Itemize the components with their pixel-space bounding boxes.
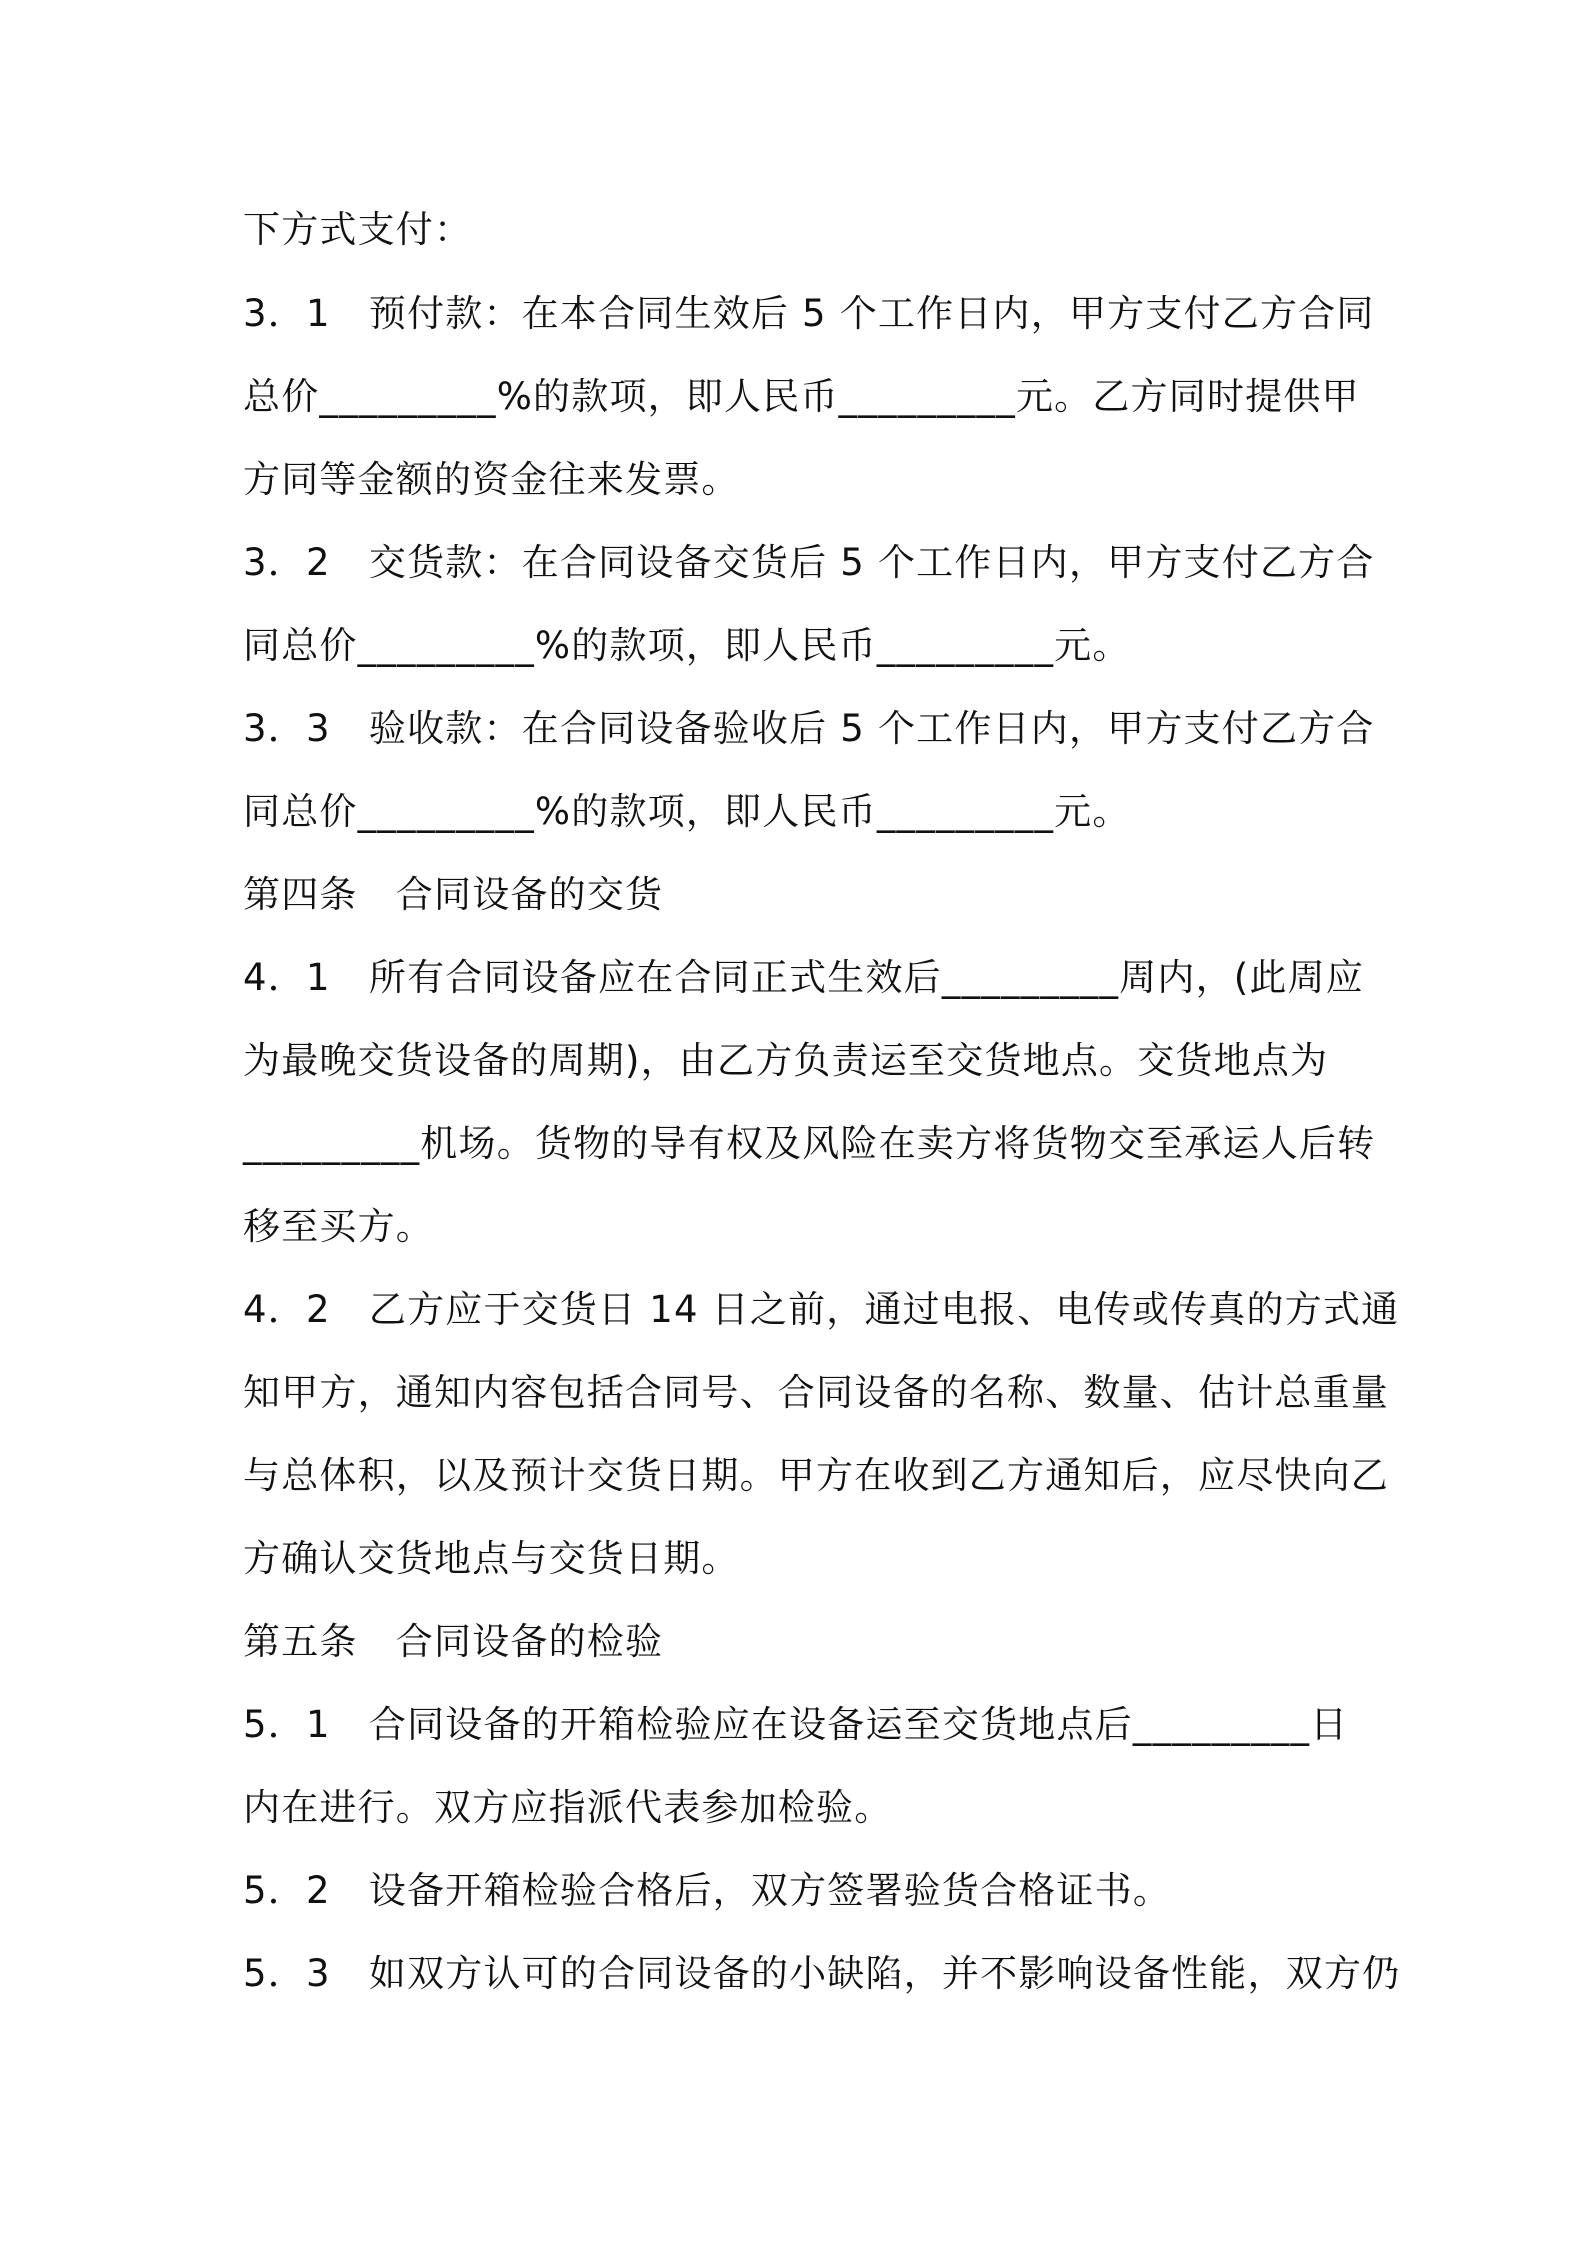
clause-3-2-line: 3．2 交货款：在合同设备交货后 5 个工作日内，甲方支付乙方合 xyxy=(243,541,1375,584)
text-line: _________机场。货物的导有权及风险在卖方将货物交至承运人后转 xyxy=(243,1122,1376,1165)
text-line: 同总价_________%的款项，即人民币_________元。 xyxy=(243,790,1131,833)
clause-3-1-line: 3．1 预付款：在本合同生效后 5 个工作日内，甲方支付乙方合同 xyxy=(243,292,1375,335)
article-4-heading: 第四条 合同设备的交货 xyxy=(243,873,664,916)
clause-3-3-line: 3．3 验收款：在合同设备验收后 5 个工作日内，甲方支付乙方合 xyxy=(243,707,1375,750)
article-5-heading: 第五条 合同设备的检验 xyxy=(243,1620,664,1663)
text-line: 移至买方。 xyxy=(243,1205,434,1248)
text-line: 方确认交货地点与交货日期。 xyxy=(243,1537,740,1580)
text-line: 为最晚交货设备的周期)，由乙方负责运至交货地点。交货地点为 xyxy=(243,1039,1329,1082)
clause-4-1-line: 4．1 所有合同设备应在合同正式生效后_________周内，(此周应 xyxy=(243,956,1365,999)
text-line: 方同等金额的资金往来发票。 xyxy=(243,458,740,501)
clause-5-3-line: 5．3 如双方认可的合同设备的小缺陷，并不影响设备性能，双方仍 xyxy=(243,1952,1401,1995)
clause-4-2-line: 4．2 乙方应于交货日 14 日之前，通过电报、电传或传真的方式通 xyxy=(243,1288,1400,1331)
text-line: 内在进行。双方应指派代表参加检验。 xyxy=(243,1786,893,1829)
clause-5-1-line: 5．1 合同设备的开箱检验应在设备运至交货地点后_________日 xyxy=(243,1703,1349,1746)
text-line: 与总体积，以及预计交货日期。甲方在收到乙方通知后，应尽快向乙 xyxy=(243,1454,1389,1497)
clause-5-2-line: 5．2 设备开箱检验合格后，双方签署验货合格证书。 xyxy=(243,1869,1172,1912)
text-line: 总价_________%的款项，即人民币_________元。乙方同时提供甲 xyxy=(243,375,1360,418)
text-line: 知甲方，通知内容包括合同号、合同设备的名称、数量、估计总重量 xyxy=(243,1371,1389,1414)
text-line: 同总价_________%的款项，即人民币_________元。 xyxy=(243,624,1131,667)
text-line: 下方式支付： xyxy=(243,208,473,251)
